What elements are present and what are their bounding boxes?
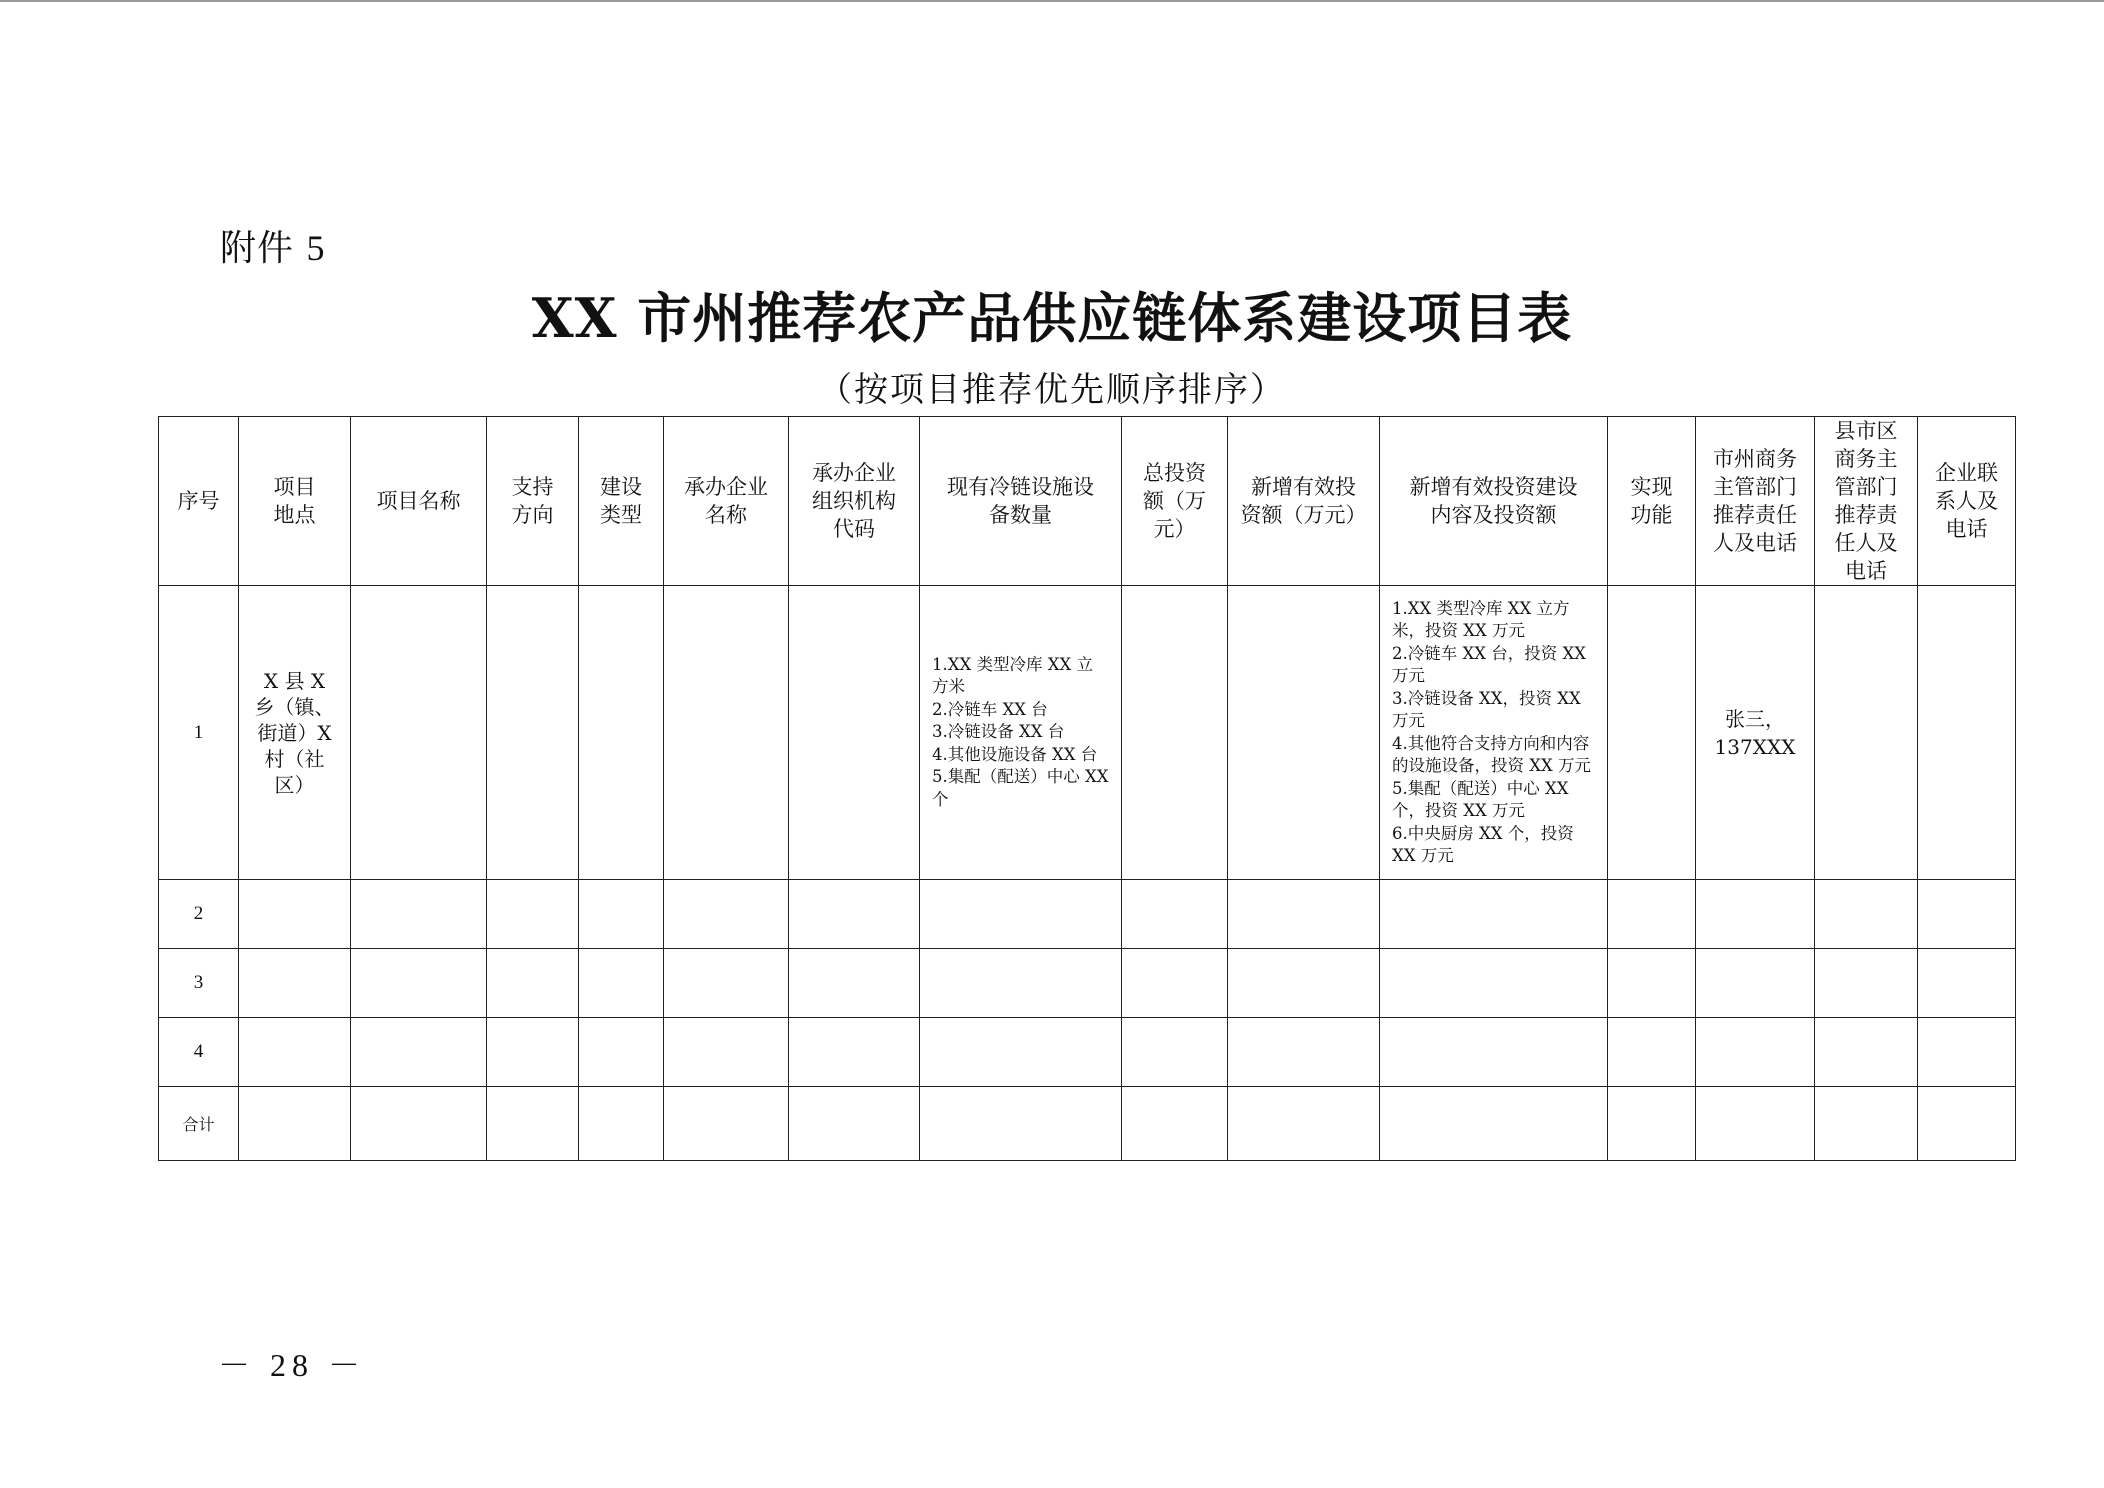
- table-row: [159, 586, 2016, 880]
- header-cell: 新增有效投资建设 内容及投资额: [1380, 417, 1608, 586]
- document-subtitle: （按项目推荐优先顺序排序）: [818, 370, 1286, 410]
- table-cell: [1815, 586, 1918, 880]
- header-cell: 市州商务 主管部门 推荐责任 人及电话: [1696, 417, 1815, 586]
- header-cell: 新增有效投 资额（万元）: [1228, 417, 1380, 586]
- header-cell: 企业联 系人及 电话: [1918, 417, 2016, 586]
- header-cell: 支持 方向: [487, 417, 579, 586]
- list-item: 2.冷链车 XX 台: [932, 699, 1048, 719]
- header-cell: 总投资 额（万 元）: [1122, 417, 1228, 586]
- list-item: 1.XX 类型冷库 XX 立方米: [932, 654, 1093, 697]
- list-item: 4.其他符合支持方向和内容的设施设备，投资 XX 万元: [1392, 733, 1591, 775]
- existing-equipment-cell: [920, 586, 1122, 880]
- header-cell: 现有冷链设施设 备数量: [920, 417, 1122, 586]
- list-item: 1.XX 类型冷库 XX 立方米，投资 XX 万元: [1392, 598, 1570, 640]
- table-cell: [1918, 586, 2016, 880]
- table-cell: [579, 586, 664, 880]
- table-cell: [1122, 586, 1228, 880]
- table-cell: [487, 586, 579, 880]
- attachment-label-text: 附件: [220, 228, 295, 269]
- table-row: [159, 1018, 2016, 1087]
- header-cell: 项目名称: [351, 417, 487, 586]
- header-cell: 承办企业 组织机构 代码: [789, 417, 920, 586]
- total-row: [159, 1087, 2016, 1161]
- attachment-number: 5: [306, 228, 326, 268]
- table-cell: [1228, 586, 1380, 880]
- list-item: 4.其他设施设备 XX 台: [932, 744, 1098, 764]
- header-cell: 序号: [159, 417, 239, 586]
- row-index: 2: [159, 880, 239, 949]
- project-location-cell: X 县 X 乡（镇、 街道）X 村（社 区）: [239, 586, 351, 880]
- row-index: 3: [159, 949, 239, 1018]
- list-item: 3.冷链设备 XX，投资 XX 万元: [1392, 688, 1581, 730]
- header-cell: 项目 地点: [239, 417, 351, 586]
- new-investment-content-cell: [1380, 586, 1608, 880]
- page-number: － 28 －: [218, 1347, 367, 1383]
- header-cell: 建设 类型: [579, 417, 664, 586]
- table-cell: [664, 586, 789, 880]
- header-cell: 实现 功能: [1608, 417, 1696, 586]
- table-header-row: [159, 417, 2016, 586]
- total-label: 合计: [159, 1087, 239, 1161]
- header-cell: 县市区 商务主 管部门 推荐责 任人及 电话: [1815, 417, 1918, 586]
- row-index: 4: [159, 1018, 239, 1087]
- table-cell: [351, 586, 487, 880]
- table-row: [159, 880, 2016, 949]
- project-table: [158, 416, 2016, 1161]
- list-item: 3.冷链设备 XX 台: [932, 722, 1065, 742]
- city-contact-cell: 张三， 137XXX: [1696, 586, 1815, 880]
- table-cell: [1608, 586, 1696, 880]
- list-item: 5.集配（配送）中心 XX 个: [932, 767, 1109, 809]
- row-index: 1: [159, 586, 239, 880]
- list-item: 2.冷链车 XX 台，投资 XX 万元: [1392, 643, 1586, 685]
- list-item: 5.集配（配送）中心 XX 个，投资 XX 万元: [1392, 778, 1569, 820]
- document-title: XX 市州推荐农产品供应链体系建设项目表: [531, 286, 1573, 350]
- table-row: [159, 949, 2016, 1018]
- list-item: 6.中央厨房 XX 个，投资 XX 万元: [1392, 823, 1574, 865]
- attachment-label: [220, 220, 325, 271]
- table-cell: [789, 586, 920, 880]
- header-cell: 承办企业 名称: [664, 417, 789, 586]
- top-border-line: [0, 0, 2104, 2]
